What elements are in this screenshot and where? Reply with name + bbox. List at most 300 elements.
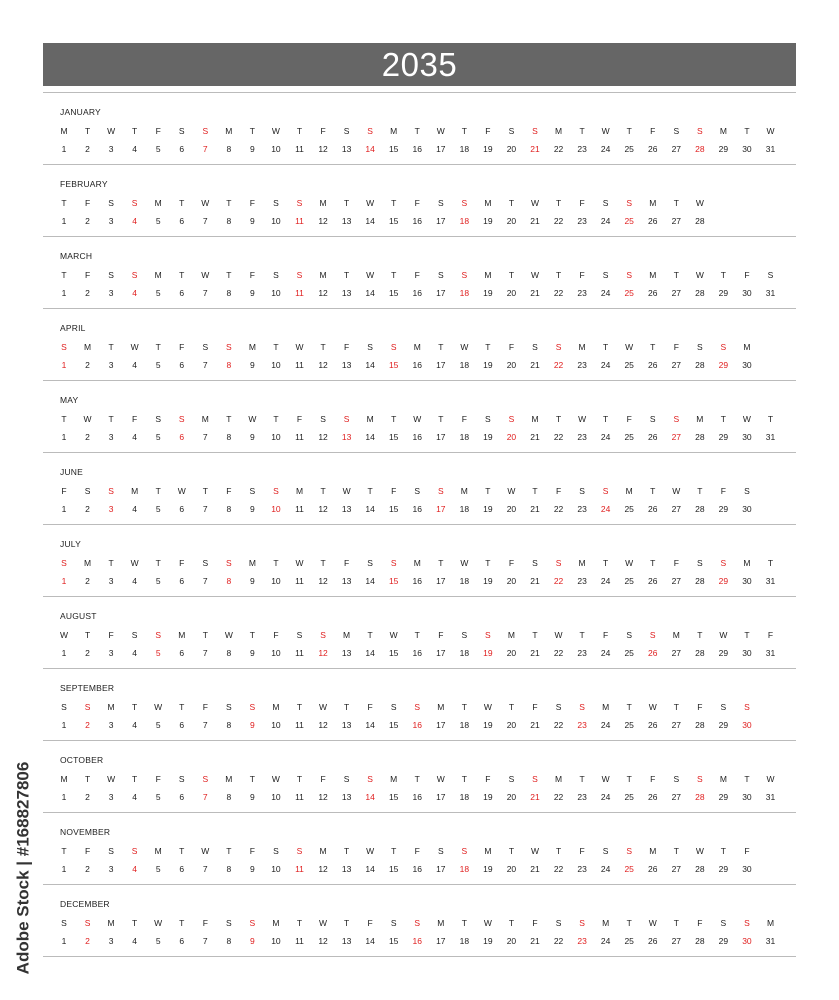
weekday-letter: M — [602, 702, 610, 712]
weekday-letter: S — [673, 126, 680, 136]
weekday-letter: T — [108, 342, 114, 352]
weekday-letter: S — [202, 126, 209, 136]
date-cell: 2 — [85, 288, 90, 298]
date-cell: 15 — [388, 648, 399, 658]
date-cell: 22 — [553, 504, 564, 514]
weekday-letter: S — [249, 486, 256, 496]
date-cell: 13 — [341, 648, 352, 658]
date-cell: 12 — [318, 288, 328, 298]
weekday-row — [43, 845, 796, 857]
weekday-letter: W — [601, 126, 610, 136]
date-cell: 16 — [412, 360, 422, 370]
weekday-letter: F — [485, 126, 491, 136]
weekday-letter: W — [366, 270, 375, 280]
date-cell: 1 — [61, 792, 67, 802]
weekday-letter: T — [438, 414, 444, 424]
date-cell: 23 — [577, 648, 587, 658]
date-cell: 20 — [506, 792, 517, 802]
weekday-letter: W — [625, 558, 634, 568]
weekday-letter: F — [249, 198, 255, 208]
date-cell: 31 — [765, 288, 776, 298]
weekday-letter: F — [367, 702, 373, 712]
weekday-letter: T — [249, 630, 255, 640]
weekday-letter: T — [579, 126, 585, 136]
date-cell: 27 — [671, 936, 682, 946]
date-cell: 11 — [295, 432, 304, 442]
weekday-letter: F — [84, 270, 91, 280]
date-cell: 3 — [108, 504, 114, 514]
weekday-letter: S — [485, 414, 491, 424]
weekday-letter: S — [602, 846, 609, 856]
date-cell: 9 — [250, 216, 255, 226]
weekday-letter: S — [697, 774, 703, 784]
date-cell: 23 — [577, 288, 587, 298]
date-cell: 23 — [577, 576, 587, 586]
month-january — [43, 93, 796, 165]
date-cell: 15 — [388, 864, 399, 874]
date-cell: 7 — [202, 432, 208, 442]
month-march — [43, 237, 796, 309]
weekday-letter: T — [555, 270, 562, 280]
date-cell: 15 — [388, 288, 399, 298]
weekday-letter: F — [461, 414, 467, 424]
date-cell: 21 — [530, 360, 540, 370]
weekday-letter: T — [391, 846, 397, 856]
date-cell: 21 — [530, 504, 540, 514]
weekday-letter: S — [320, 414, 326, 424]
date-cell: 6 — [179, 504, 185, 514]
date-cell: 6 — [179, 216, 185, 226]
weekday-letter: M — [178, 630, 186, 640]
weekday-letter: T — [720, 270, 726, 280]
weekday-letter: S — [367, 342, 373, 352]
weekday-letter: T — [461, 702, 467, 712]
weekday-letter: T — [508, 918, 515, 928]
weekday-letter: S — [461, 630, 468, 640]
weekday-letter: S — [437, 486, 444, 496]
month-name: SEPTEMBER — [60, 683, 115, 693]
date-cell: 22 — [553, 648, 564, 658]
weekday-letter: T — [132, 702, 138, 712]
date-cell: 11 — [295, 144, 304, 154]
date-cell: 16 — [412, 936, 422, 946]
month-name: JANUARY — [60, 107, 101, 117]
weekday-letter: T — [84, 630, 91, 640]
weekday-letter: S — [508, 774, 515, 784]
weekday-letter: T — [579, 630, 585, 640]
date-cell: 17 — [436, 288, 446, 298]
weekday-letter: T — [155, 558, 161, 568]
date-cell: 19 — [483, 576, 493, 586]
date-cell: 19 — [483, 432, 493, 442]
date-cell: 5 — [155, 288, 161, 298]
date-cell: 18 — [459, 864, 470, 874]
weekday-letter: M — [248, 558, 256, 568]
date-row — [43, 863, 796, 875]
weekday-letter: S — [108, 270, 114, 280]
weekday-letter: T — [84, 774, 91, 784]
date-cell: 8 — [226, 288, 232, 298]
month-name: FEBRUARY — [60, 179, 108, 189]
date-cell: 19 — [483, 504, 493, 514]
weekday-letter: S — [626, 630, 633, 640]
weekday-letter: F — [414, 846, 420, 856]
date-cell: 16 — [412, 864, 422, 874]
weekday-letter: T — [155, 486, 161, 496]
date-cell: 8 — [226, 144, 232, 154]
date-cell: 16 — [412, 288, 422, 298]
date-cell: 24 — [600, 864, 611, 874]
weekday-letter: S — [673, 774, 680, 784]
weekday-letter: M — [413, 342, 421, 352]
weekday-letter: W — [389, 630, 398, 640]
weekday-letter: W — [507, 486, 516, 496]
date-cell: 20 — [506, 936, 517, 946]
weekday-letter: F — [84, 198, 91, 208]
weekday-letter: S — [697, 558, 703, 568]
date-cell: 1 — [61, 288, 67, 298]
weekday-letter: S — [744, 486, 750, 496]
date-cell: 30 — [742, 648, 752, 658]
date-cell: 27 — [671, 216, 682, 226]
weekday-letter: T — [61, 198, 67, 208]
date-cell: 8 — [226, 720, 232, 730]
date-cell: 18 — [459, 720, 470, 730]
weekday-letter: M — [201, 414, 209, 424]
weekday-letter: M — [649, 846, 657, 856]
weekday-letter: S — [108, 486, 114, 496]
date-cell: 25 — [624, 144, 634, 154]
date-cell: 2 — [85, 864, 90, 874]
weekday-letter: T — [485, 486, 491, 496]
date-cell: 23 — [577, 432, 587, 442]
date-cell: 23 — [577, 504, 587, 514]
weekday-letter: F — [367, 918, 373, 928]
weekday-letter: M — [107, 918, 115, 928]
weekday-letter: F — [320, 774, 326, 784]
date-cell: 15 — [388, 144, 399, 154]
month-november — [43, 813, 796, 885]
date-cell: 25 — [624, 720, 634, 730]
date-cell: 30 — [742, 432, 752, 442]
date-cell: 1 — [61, 648, 67, 658]
weekday-letter: W — [366, 198, 375, 208]
weekday-letter: S — [226, 702, 232, 712]
weekday-letter: M — [366, 414, 374, 424]
date-cell: 20 — [506, 432, 517, 442]
date-cell: 30 — [742, 360, 752, 370]
date-cell: 6 — [179, 360, 185, 370]
weekday-letter: M — [343, 630, 351, 640]
date-cell: 24 — [600, 576, 611, 586]
weekday-letter: T — [367, 630, 373, 640]
weekday-letter: T — [391, 198, 397, 208]
weekday-letter: F — [226, 486, 232, 496]
date-cell: 4 — [132, 792, 137, 802]
weekday-letter: S — [226, 558, 232, 568]
date-cell: 26 — [648, 576, 658, 586]
weekday-letter: S — [367, 774, 373, 784]
date-cell: 21 — [530, 432, 540, 442]
date-cell: 17 — [436, 504, 446, 514]
date-cell: 18 — [459, 432, 470, 442]
date-cell: 7 — [202, 216, 208, 226]
weekday-letter: S — [461, 198, 468, 208]
weekday-letter: T — [414, 126, 420, 136]
month-april — [43, 309, 796, 381]
date-cell: 15 — [388, 432, 399, 442]
date-cell: 20 — [506, 144, 517, 154]
weekday-letter: M — [578, 558, 586, 568]
weekday-letter: F — [579, 846, 585, 856]
date-cell: 3 — [108, 864, 114, 874]
weekday-letter: W — [460, 342, 469, 352]
date-row — [43, 143, 796, 155]
date-cell: 14 — [365, 288, 375, 298]
date-cell: 11 — [295, 720, 304, 730]
date-cell: 1 — [61, 864, 67, 874]
date-cell: 16 — [412, 144, 422, 154]
date-cell: 10 — [271, 144, 281, 154]
date-cell: 1 — [61, 360, 67, 370]
date-cell: 16 — [412, 504, 422, 514]
date-cell: 10 — [271, 360, 281, 370]
date-cell: 9 — [250, 432, 255, 442]
weekday-letter: M — [390, 126, 398, 136]
date-cell: 10 — [271, 864, 281, 874]
date-cell: 26 — [648, 432, 658, 442]
date-cell: 4 — [132, 720, 137, 730]
date-cell: 26 — [648, 216, 658, 226]
weekday-letter: M — [390, 774, 398, 784]
date-cell: 9 — [250, 648, 255, 658]
weekday-letter: S — [626, 270, 633, 280]
date-cell: 20 — [506, 216, 517, 226]
weekday-letter: T — [343, 918, 350, 928]
weekday-letter: S — [84, 918, 91, 928]
date-cell: 18 — [459, 144, 470, 154]
date-cell: 9 — [250, 360, 255, 370]
date-cell: 15 — [388, 216, 399, 226]
month-name: JULY — [60, 539, 81, 549]
weekday-letter: T — [84, 126, 91, 136]
date-cell: 22 — [553, 792, 564, 802]
month-july — [43, 525, 796, 597]
weekday-letter: S — [296, 270, 303, 280]
date-cell: 29 — [718, 144, 729, 154]
date-cell: 27 — [671, 792, 682, 802]
date-cell: 6 — [179, 648, 185, 658]
weekday-letter: F — [579, 198, 585, 208]
weekday-row — [43, 413, 796, 425]
weekday-letter: S — [555, 342, 562, 352]
weekday-letter: T — [391, 270, 397, 280]
date-cell: 5 — [155, 576, 161, 586]
date-cell: 12 — [318, 216, 328, 226]
date-cell: 2 — [85, 432, 90, 442]
date-cell: 16 — [412, 432, 422, 442]
date-cell: 12 — [318, 936, 328, 946]
date-cell: 15 — [388, 576, 399, 586]
date-cell: 16 — [412, 576, 422, 586]
weekday-letter: F — [508, 558, 515, 568]
weekday-letter: T — [61, 270, 67, 280]
weekday-letter: M — [225, 126, 233, 136]
date-cell: 22 — [553, 144, 564, 154]
date-cell: 13 — [341, 720, 352, 730]
weekday-letter: W — [719, 630, 728, 640]
date-cell: 1 — [61, 576, 67, 586]
weekday-letter: S — [673, 414, 680, 424]
date-cell: 19 — [483, 144, 493, 154]
weekday-letter: T — [626, 918, 632, 928]
date-cell: 17 — [436, 360, 446, 370]
date-cell: 2 — [85, 360, 90, 370]
date-cell: 11 — [295, 792, 304, 802]
date-cell: 6 — [179, 792, 185, 802]
date-cell: 11 — [295, 288, 304, 298]
month-february — [43, 165, 796, 237]
date-cell: 13 — [341, 288, 352, 298]
weekday-letter: W — [107, 774, 116, 784]
date-cell: 5 — [155, 144, 161, 154]
date-cell: 5 — [155, 360, 161, 370]
date-cell: 10 — [271, 648, 281, 658]
weekday-letter: T — [650, 486, 656, 496]
date-cell: 9 — [250, 288, 255, 298]
weekday-letter: S — [532, 342, 538, 352]
date-cell: 12 — [318, 504, 328, 514]
weekday-row — [43, 125, 796, 137]
weekday-row — [43, 629, 796, 641]
weekday-row — [43, 557, 796, 569]
weekday-letter: S — [555, 702, 562, 712]
date-cell: 4 — [132, 144, 137, 154]
date-cell: 14 — [365, 216, 375, 226]
weekday-letter: S — [437, 270, 444, 280]
weekday-letter: T — [626, 774, 632, 784]
weekday-letter: T — [414, 774, 420, 784]
weekday-letter: M — [531, 414, 539, 424]
date-cell: 15 — [388, 792, 399, 802]
weekday-letter: S — [131, 846, 138, 856]
month-divider — [43, 956, 796, 957]
date-cell: 22 — [553, 288, 564, 298]
month-may — [43, 381, 796, 453]
date-cell: 5 — [155, 648, 161, 658]
date-cell: 23 — [577, 144, 587, 154]
date-cell: 4 — [132, 504, 137, 514]
date-cell: 30 — [742, 792, 752, 802]
date-cell: 28 — [695, 936, 705, 946]
date-cell: 21 — [530, 792, 540, 802]
date-cell: 9 — [250, 936, 255, 946]
date-cell: 20 — [506, 504, 517, 514]
weekday-letter: F — [108, 630, 114, 640]
date-cell: 23 — [577, 216, 587, 226]
weekday-letter: W — [695, 846, 704, 856]
date-cell: 13 — [341, 144, 352, 154]
date-cell: 12 — [318, 144, 328, 154]
weekday-letter: F — [179, 558, 185, 568]
date-cell: 14 — [365, 720, 375, 730]
weekday-letter: F — [320, 126, 326, 136]
watermark — [9, 750, 37, 985]
date-cell: 29 — [718, 720, 729, 730]
date-cell: 15 — [388, 360, 399, 370]
weekday-letter: S — [61, 918, 67, 928]
weekday-letter: W — [460, 558, 469, 568]
date-cell: 15 — [388, 936, 399, 946]
date-cell: 1 — [61, 216, 67, 226]
date-cell: 30 — [742, 144, 752, 154]
weekday-letter: S — [649, 630, 656, 640]
date-cell: 5 — [155, 216, 161, 226]
weekday-letter: W — [554, 630, 563, 640]
date-cell: 13 — [341, 216, 352, 226]
weekday-letter: W — [601, 774, 610, 784]
weekday-letter: S — [414, 702, 421, 712]
weekday-letter: S — [61, 558, 67, 568]
month-december — [43, 885, 796, 957]
date-cell: 10 — [271, 216, 281, 226]
date-cell: 16 — [412, 720, 422, 730]
month-name: NOVEMBER — [60, 827, 111, 837]
date-cell: 31 — [765, 792, 776, 802]
date-cell: 18 — [459, 360, 470, 370]
weekday-letter: S — [720, 918, 727, 928]
date-cell: 21 — [530, 216, 540, 226]
weekday-letter: S — [579, 918, 585, 928]
weekday-letter: W — [177, 486, 186, 496]
weekday-letter: T — [249, 774, 255, 784]
month-name: AUGUST — [60, 611, 97, 621]
date-cell: 25 — [624, 504, 634, 514]
date-cell: 25 — [624, 936, 634, 946]
date-cell: 22 — [553, 864, 564, 874]
weekday-letter: F — [414, 198, 420, 208]
weekday-letter: F — [650, 774, 656, 784]
weekday-letter: M — [625, 486, 633, 496]
date-cell: 26 — [648, 936, 658, 946]
date-cell: 10 — [271, 720, 281, 730]
date-cell: 24 — [600, 648, 611, 658]
weekday-letter: S — [273, 486, 279, 496]
weekday-letter: T — [414, 630, 420, 640]
date-row — [43, 647, 796, 659]
date-cell: 3 — [108, 720, 114, 730]
weekday-letter: T — [108, 414, 114, 424]
weekday-letter: S — [532, 126, 538, 136]
date-cell: 17 — [436, 648, 446, 658]
weekday-letter: M — [295, 486, 304, 496]
weekday-letter: T — [485, 342, 491, 352]
weekday-letter: T — [555, 198, 562, 208]
month-name: JUNE — [60, 467, 83, 477]
weekday-letter: W — [342, 486, 351, 496]
date-cell: 11 — [295, 360, 304, 370]
weekday-letter: T — [249, 126, 255, 136]
weekday-letter: S — [532, 558, 538, 568]
weekday-letter: W — [695, 270, 704, 280]
date-cell: 2 — [85, 576, 90, 586]
weekday-letter: S — [555, 918, 562, 928]
month-name: OCTOBER — [60, 755, 104, 765]
date-cell: 6 — [179, 144, 185, 154]
weekday-letter: S — [602, 486, 609, 496]
date-cell: 1 — [61, 720, 67, 730]
date-cell: 11 — [295, 504, 304, 514]
